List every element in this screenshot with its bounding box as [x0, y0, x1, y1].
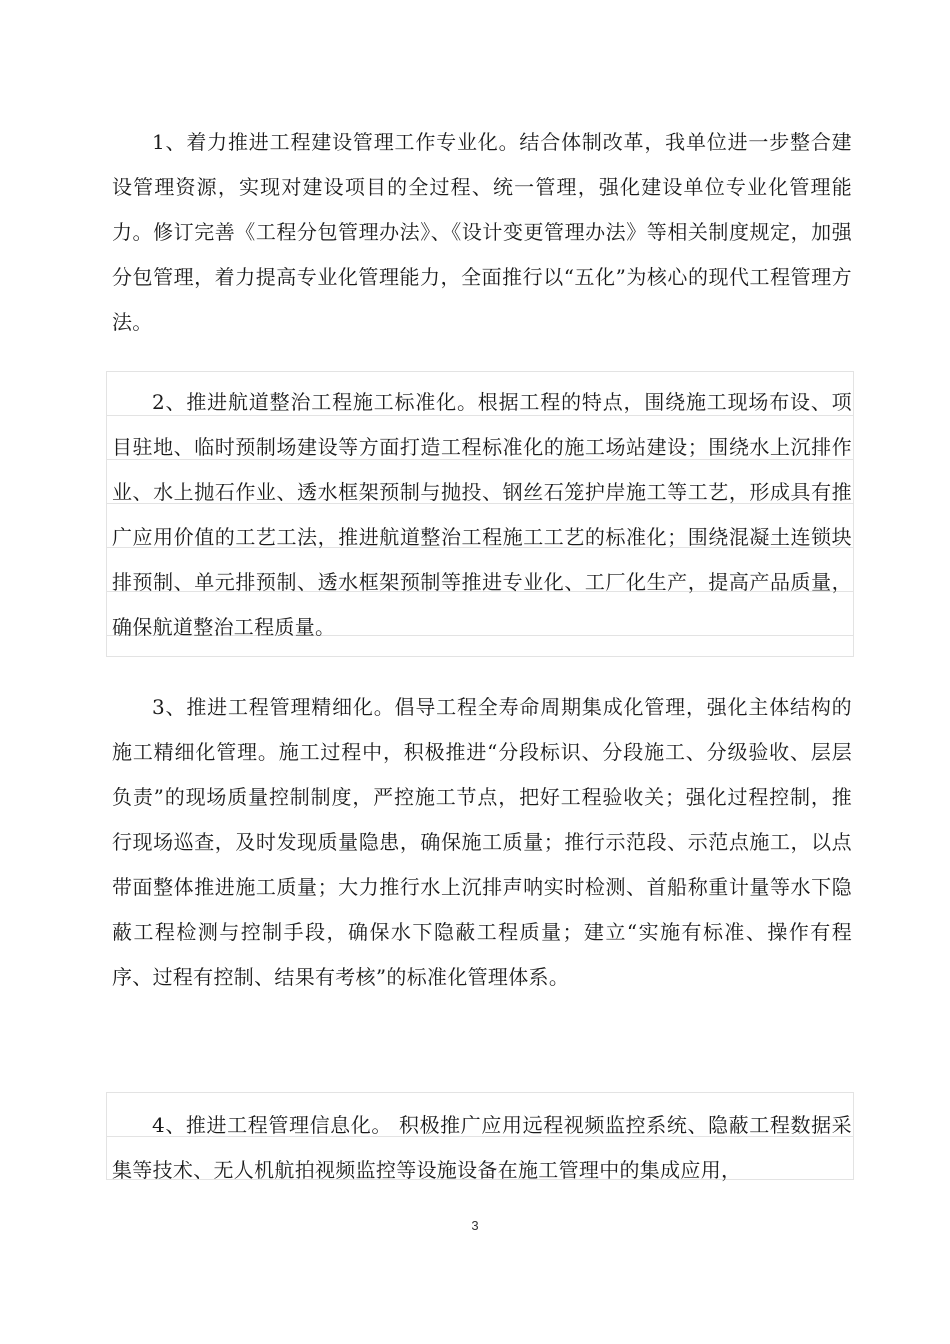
page-number: 3: [471, 1218, 479, 1233]
paragraph-1: 1、着力推进工程建设管理工作专业化。结合体制改革，我单位进一步整合建设管理资源，实现对建设项目的全过程、统一管理，强化建设单位专业化管理能力。修订完善《工程分包管理办法》、《设计变更管理办法》等相关制度规定，加强分包管理，着力提高专业化管理能力，全面推行以“五化”为核心的现代工程管理方法。: [112, 130, 852, 334]
paragraph-2: 2、推进航道整治工程施工标准化。根据工程的特点，围绕施工现场布设、项目驻地、临时预制场建设等方面打造工程标准化的施工场站建设；围绕水上沉排作业、水上抛石作业、透水框架预制与抛投、钢丝石笼护岸施工等工艺，形成具有推广应用价值的工艺工法，推进航道整治工程施工工艺的标准化；围绕混凝土连锁块排预制、单元排预制、透水框架预制等推进专业化、工厂化生产，提高产品质量，确保航道整治工程质量。: [112, 390, 852, 639]
paragraph-3: 3、推进工程管理精细化。倡导工程全寿命周期集成化管理，强化主体结构的施工精细化管理。施工过程中，积极推进“分段标识、分段施工、分级验收、层层负责”的现场质量控制制度，严控施工节点，把好工程验收关；强化过程控制，推行现场巡查，及时发现质量隐患，确保施工质量；推行示范段、示范点施工，以点带面整体推进施工质量；大力推行水上沉排声呐实时检测、首船称重计量等水下隐蔽工程检测与控制手段，确保水下隐蔽工程质量；建立“实施有标准、操作有程序、过程有控制、结果有考核”的标准化管理体系。: [112, 695, 852, 989]
paragraph-4: 4、推进工程管理信息化。 积极推广应用远程视频监控系统、隐蔽工程数据采集等技术、无人机航拍视频监控等设施设备在施工管理中的集成应用，: [112, 1113, 852, 1182]
